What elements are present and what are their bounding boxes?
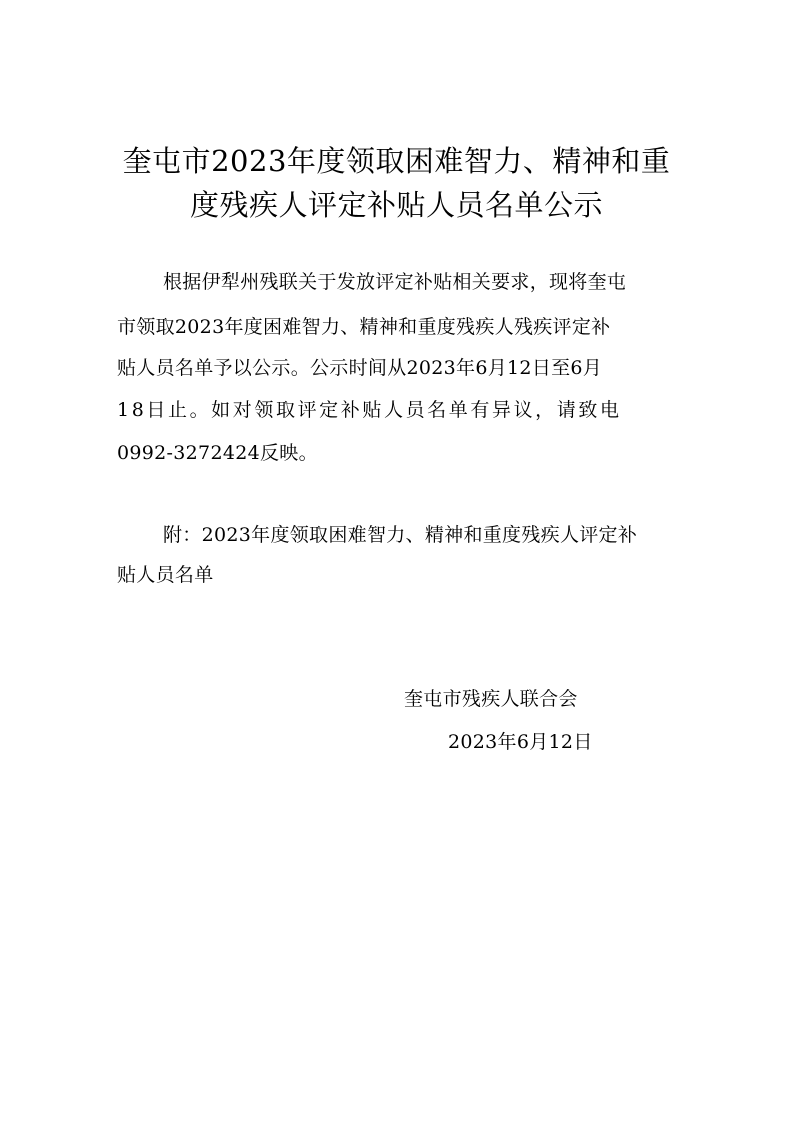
- attachment-line-1: 附：2023年度领取困难智力、精神和重度残疾人评定补: [163, 524, 638, 546]
- attachment-line-2: 贴人员名单: [117, 564, 214, 586]
- signature-organization: 奎屯市残疾人联合会: [404, 688, 578, 710]
- body-line-1: 根据伊犁州残联关于发放评定补贴相关要求，现将奎屯: [163, 271, 627, 293]
- body-line-5-phone: 0992-3272424反映。: [117, 442, 318, 464]
- signature-date: 2023年6月12日: [448, 731, 593, 753]
- body-line-4: 18日止。如对领取评定补贴人员名单有异议，请致电: [117, 399, 622, 421]
- body-line-2: 市领取2023年度困难智力、精神和重度残疾人残疾评定补: [117, 316, 611, 338]
- document-title-line-1: 奎屯市2023年度领取困难智力、精神和重: [122, 144, 671, 178]
- document-title-line-2: 度残疾人评定补贴人员名单公示: [189, 188, 603, 222]
- body-line-3: 贴人员名单予以公示。公示时间从2023年6月12日至6月: [117, 357, 603, 379]
